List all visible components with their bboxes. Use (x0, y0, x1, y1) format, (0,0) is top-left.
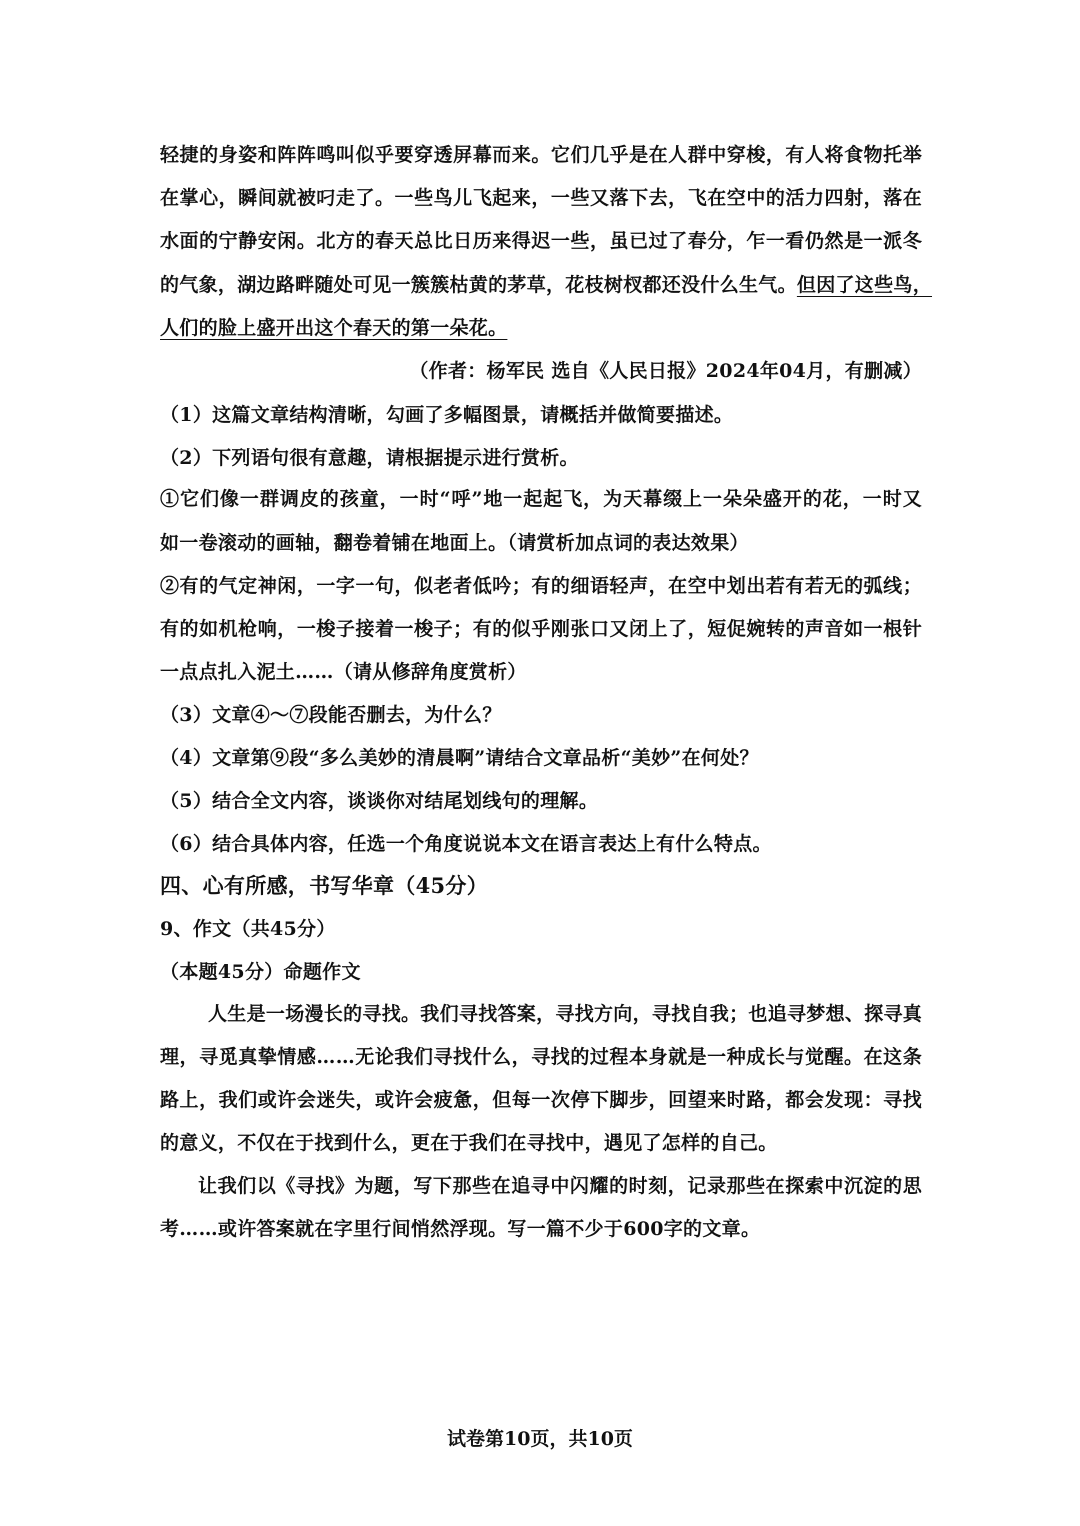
essay-task-line: 让我们以《寻找》为题，写下那些在追寻中闪耀的时刻，记录那些在探索中沉淀的思 (198, 1175, 922, 1197)
question-1: （1）这篇文章结构清晰，勾画了多幅图景，请概括并做简要描述。 (160, 404, 734, 426)
underlined-sentence-part2: 人们的脸上盛开出这个春天的第一朵花。 (160, 317, 508, 339)
underlined-sentence-part1: 但因了这些鸟， (796, 274, 933, 296)
question-6: （6）结合具体内容，任选一个角度说说本文在语言表达上有什么特点。 (160, 833, 772, 855)
passage-line: 的气象，湖边路畔随处可见一簇簇枯黄的茅草，花枝树杈都还没什么生气。 (160, 274, 797, 296)
passage-line: 水面的宁静安闲。北方的春天总比日历来得迟一些，虽已过了春分，乍一看仍然是一派冬 (160, 230, 922, 252)
passage-source: （作者：杨军民 选自《人民日报》2024年04月，有删减） (409, 360, 922, 382)
page-footer: 试卷第10页，共10页 (447, 1428, 633, 1450)
passage-line-underlined (160, 313, 922, 340)
question-4: （4）文章第⑨段“多么美妙的清晨啊”请结合文章品析“美妙”在何处？ (160, 747, 759, 769)
question-9: 9、作文（共45分） (160, 918, 336, 940)
question-2-item-2: ②有的气定神闲，一字一句，似老者低吟；有的细语轻声，在空中划出若有若无的弧线； (160, 575, 922, 597)
question-5: （5）结合全文内容，谈谈你对结尾划线句的理解。 (160, 790, 599, 812)
question-2: （2）下列语句很有意趣，请根据提示进行赏析。 (160, 447, 579, 469)
question-3: （3）文章④～⑦段能否删去，为什么？ (160, 704, 502, 726)
passage-line: 轻捷的身姿和阵阵鸣叫似乎要穿透屏幕而来。它们几乎是在人群中穿梭，有人将食物托举 (160, 144, 922, 166)
question-9-subtitle: （本题45分）命题作文 (160, 961, 361, 983)
essay-prompt-line: 路上，我们或许会迷失，或许会疲惫，但每一次停下脚步，回望来时路，都会发现：寻找 (160, 1089, 922, 1111)
passage-line-with-underline (160, 270, 933, 297)
passage-line: 在掌心，瞬间就被叼走了。一些鸟儿飞起来，一些又落下去，飞在空中的活力四射，落在 (160, 187, 922, 209)
question-2-item-2-cont: 一点点扎入泥土……（请从修辞角度赏析） (160, 661, 527, 683)
question-2-item-2-cont: 有的如机枪响，一梭子接着一梭子；有的似乎刚张口又闭上了，短促婉转的声音如一根针 (160, 618, 922, 640)
essay-task-line: 考……或许答案就在字里行间悄然浮现。写一篇不少于600字的文章。 (160, 1218, 761, 1240)
essay-prompt-line: 人生是一场漫长的寻找。我们寻找答案，寻找方向，寻找自我；也追寻梦想、探寻真 (208, 1003, 923, 1025)
essay-prompt-line: 的意义，不仅在于找到什么，更在于我们在寻找中，遇见了怎样的自己。 (160, 1132, 778, 1154)
section-heading: 四、心有所感，书写华章（45分） (160, 873, 489, 898)
essay-prompt-line: 理，寻觅真挚情感……无论我们寻找什么，寻找的过程本身就是一种成长与觉醒。在这条 (160, 1046, 922, 1068)
question-2-item-1: ①它们像一群调皮的孩童，一时“呼”地一起起飞，为天幕缀上一朵朵盛开的花，一时又 (160, 488, 922, 510)
question-2-item-1-cont: 如一卷滚动的画轴，翻卷着铺在地面上。（请赏析加点词的表达效果） (160, 532, 749, 554)
